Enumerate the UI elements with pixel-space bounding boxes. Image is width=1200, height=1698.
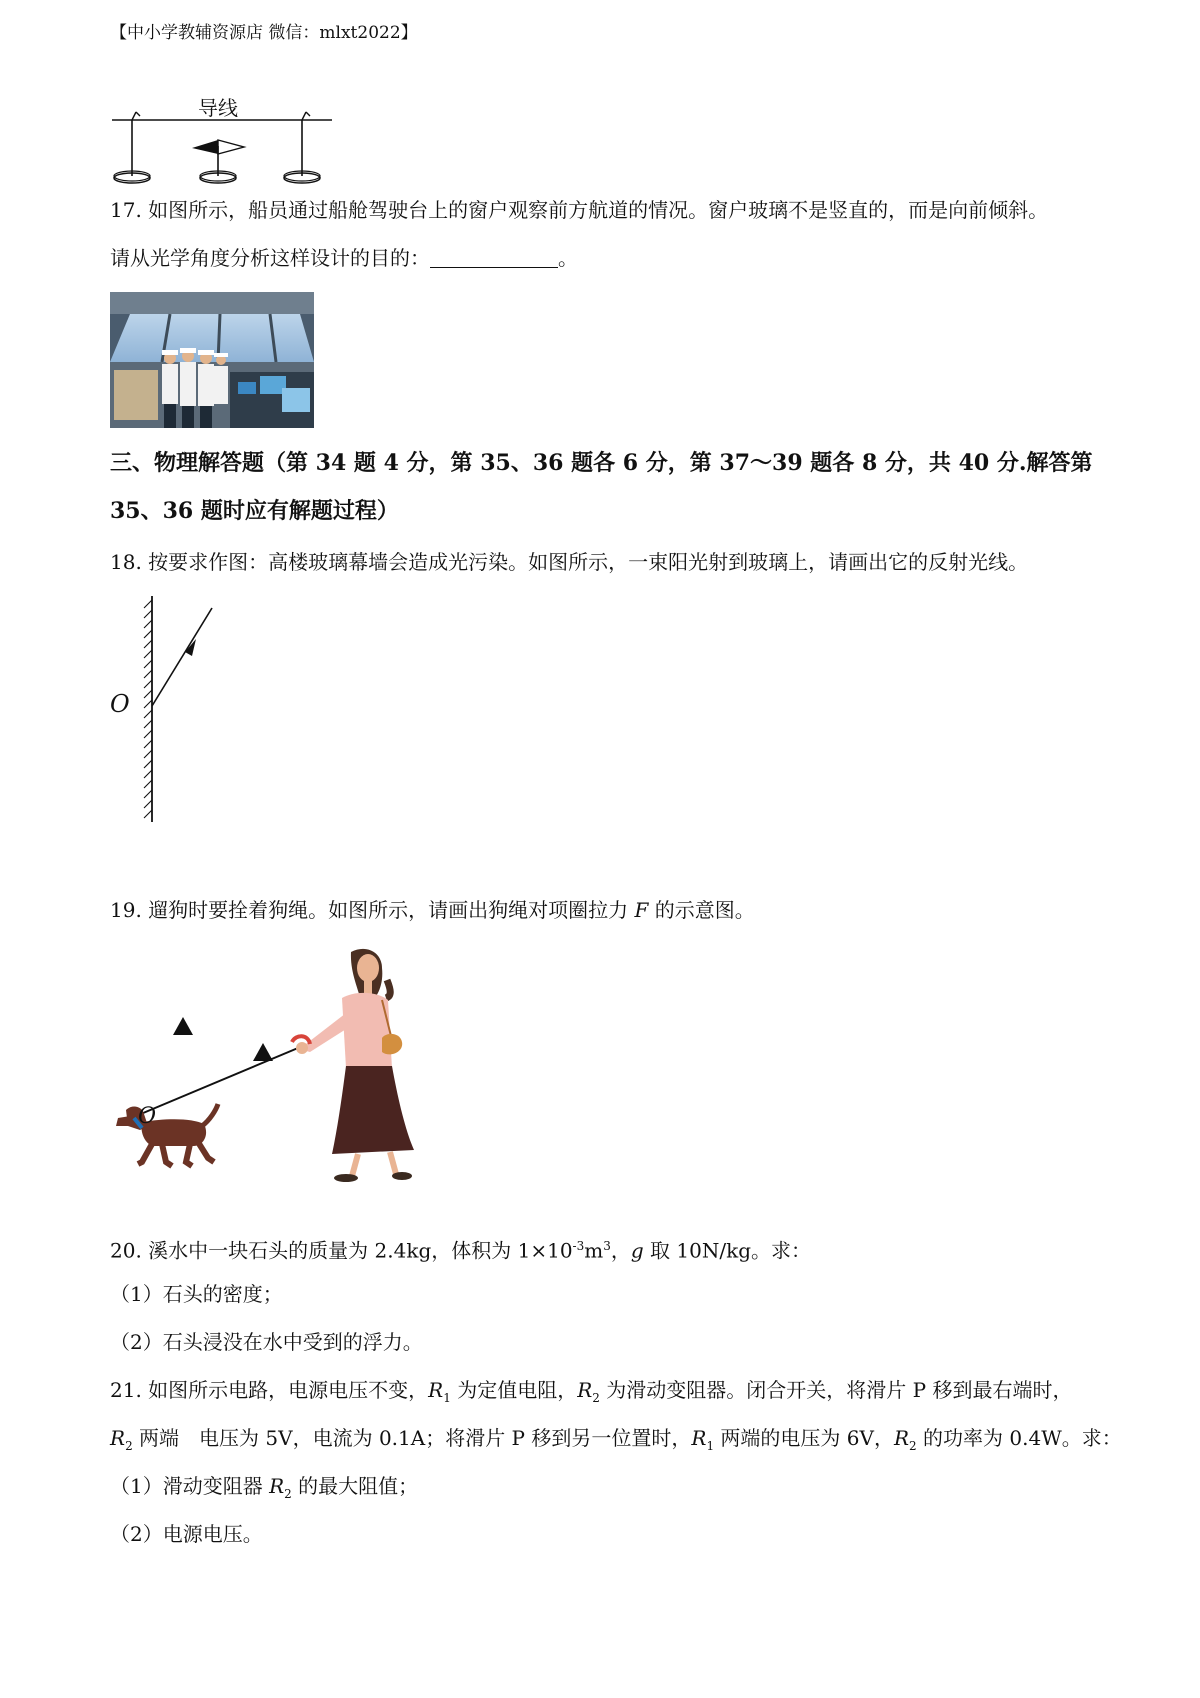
answer-blank <box>430 247 558 268</box>
q17-line2 <box>110 244 578 272</box>
q20-sub1: （1）石头的密度； <box>110 1282 283 1306</box>
collar-point-o-label: O <box>138 1104 157 1129</box>
triangle-marker <box>253 1043 273 1061</box>
q20-sub2: （2）石头浸没在水中受到的浮力。 <box>110 1330 423 1354</box>
q21-line2: $R_2$ 两端 电压为 5V，电流为 0.1A；将滑片 P 移到另一位置时，$R_1$ 两端的电压为 6V，$R_2$ 的功率为 0.4W。求： <box>110 1426 1122 1453</box>
point-o-label: O <box>110 690 130 718</box>
page-header: 【中小学教辅资源店 微信：mlxt2022】 <box>110 23 418 43</box>
section-3-heading-line1: 三、物理解答题（第 34 题 4 分，第 35、36 题各 6 分，第 37～39 题各 8 分，共 40 分.解答第 <box>110 450 1093 476</box>
q17-end: 。 <box>558 246 578 270</box>
force-variable: F <box>634 898 649 922</box>
ship-bridge-image <box>110 292 314 428</box>
q18-text: 18. 按要求作图：高楼玻璃幕墙会造成光污染。如图所示，一束阳光射到玻璃上，请画出它的反射光线。 <box>110 550 1029 574</box>
q21-sub2: （2）电源电压。 <box>110 1522 263 1546</box>
q17-line1: 17. 如图所示，船员通过船舱驾驶台上的窗户观察前方航道的情况。窗户玻璃不是竖直的，而是向前倾斜。 <box>110 198 1049 222</box>
mirror-figure <box>100 594 220 824</box>
q21-line1: 21. 如图所示电路，电源电压不变，$R_1$ 为定值电阻，$R_2$ 为滑动变阻器。闭合开关，将滑片 P 移到最右端时， <box>110 1378 1073 1405</box>
wire-label: 导线 <box>198 96 238 120</box>
ray-arrow <box>185 639 196 656</box>
q19-text: 19. 遛狗时要拴着狗绳。如图所示，请画出狗绳对项圈拉力 F 的示意图。 <box>110 898 755 922</box>
q21-sub1: （1）滑动变阻器 $R_2$ 的最大阻值； <box>110 1474 419 1501</box>
dog <box>116 1104 218 1166</box>
triangle-marker <box>173 1017 193 1035</box>
gravity-variable: g <box>630 1238 644 1263</box>
dog-walking-figure <box>106 940 436 1200</box>
ship-bridge-photo <box>110 292 314 428</box>
q17-prompt: 请从光学角度分析这样设计的目的： <box>110 246 430 270</box>
mirror-hatching <box>144 600 152 818</box>
woman <box>292 949 414 1182</box>
incident-ray <box>152 608 212 706</box>
section-3-heading-line2: 35、36 题时应有解题过程） <box>110 498 399 524</box>
wire-flag-figure <box>110 88 340 188</box>
q20-text: 20. 溪水中一块石头的质量为 2.4kg，体积为 $1\times 10^{-3}m^3$，g 取 10N/kg。求： <box>110 1238 811 1263</box>
dog-walking-illustration <box>106 940 436 1200</box>
